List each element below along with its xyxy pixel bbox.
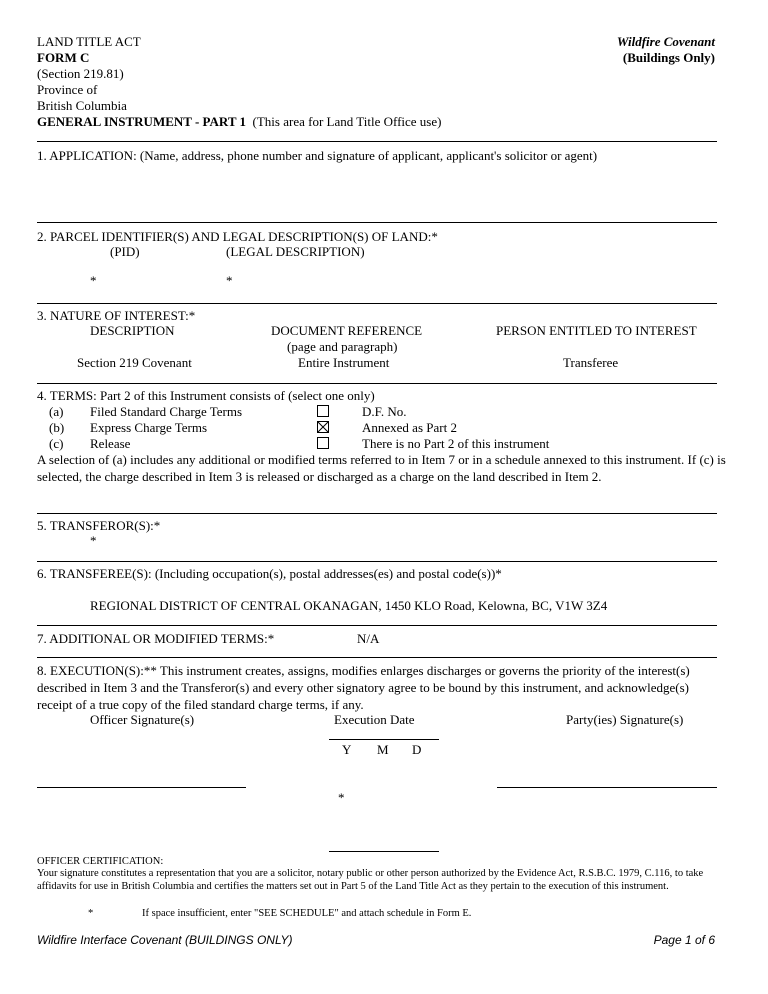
option-c-letter: (c) [49,436,64,451]
certification-text: Your signature constitutes a representation that you are a solicitor, notary public or other person authorized by the Evidence Act, R.S.B.C. 1979, C.116, to take affidavits for use in British Columbia and certifies the matters set out in Part 5 of the Land Title Act as they pertain to the execution of this instrument. [37,868,704,892]
date-line-2 [329,851,439,852]
office-use-note: (This area for Land Title Office use) [252,114,442,129]
checked-x-icon [318,422,328,432]
item5-transferor-label: 5. TRANSFEROR(S):* [37,518,161,533]
description-value: Section 219 Covenant [77,355,192,370]
item7-additional-terms-label: 7. ADDITIONAL OR MODIFIED TERMS:* [37,631,275,646]
date-month-label: M [377,742,389,757]
province-label: Province of [37,82,98,97]
item3-nature-label: 3. NATURE OF INTEREST:* [37,308,196,323]
option-a-checkbox[interactable] [317,405,329,417]
officer-signature-line[interactable] [37,787,246,788]
item4-terms-label: 4. TERMS: Part 2 of this Instrument consists of (select one only) [37,388,375,403]
item1-application-label: 1. APPLICATION: (Name, address, phone number and signature of applicant, applicant's solicitor or agent) [37,148,598,163]
document-reference-value: Entire Instrument [298,355,390,370]
option-a-letter: (a) [49,404,64,419]
item6-transferee-label: 6. TRANSFEREE(S): (Including occupation(s), postal addresses(es) and postal code(s))* [37,566,502,581]
document-reference-subheader: (page and paragraph) [287,339,398,354]
instrument-title-line [37,114,441,129]
section-ref: (Section 219.81) [37,66,124,81]
execution-date-label: Execution Date [334,712,415,727]
date-day-label: D [412,742,422,757]
officer-signature-label: Officer Signature(s) [90,712,195,727]
divider [37,303,717,304]
instrument-title: GENERAL INSTRUMENT - PART 1 [37,114,247,129]
footnote-text: If space insufficient, enter "SEE SCHEDULE" and attach schedule in Form E. [142,908,472,919]
page-number: Page 1 of 6 [653,933,715,947]
covenant-title: Wildfire Covenant [616,34,715,49]
footnote-mark: * [88,908,94,919]
footer-title: Wildfire Interface Covenant (BUILDINGS ONLY) [37,933,293,947]
transferor-value: * [90,533,97,548]
divider [37,222,717,223]
person-entitled-header: PERSON ENTITLED TO INTEREST [496,323,697,338]
description-header: DESCRIPTION [90,323,175,338]
option-b-note: Annexed as Part 2 [362,420,457,435]
pid-value: * [90,273,97,288]
option-b-checkbox[interactable] [317,421,329,433]
divider [37,513,717,514]
act-title: LAND TITLE ACT [37,34,141,49]
divider [37,141,717,142]
option-c-label: Release [90,436,131,451]
divider [37,383,717,384]
item8-execution-text: 8. EXECUTION(S):** This instrument creates, assigns, modifies enlarges discharges or governs the priority of the interest(s) described in Item 3 and the Transferor(s) and every other signatory agree to be bound by this instrument, and acknowledge(s) receipt of a true copy of the filed standard charge terms, if any. [37,663,690,712]
option-a-note: D.F. No. [362,404,407,419]
party-signature-line[interactable] [497,787,717,788]
divider [37,625,717,626]
legal-description-value: * [226,273,233,288]
pid-header: (PID) [110,244,140,259]
option-b-label: Express Charge Terms [90,420,208,435]
additional-terms-value: N/A [357,631,380,646]
option-a-label: Filed Standard Charge Terms [90,404,243,419]
option-b-letter: (b) [49,420,65,435]
date-year-label: Y [342,742,352,757]
covenant-subtitle: (Buildings Only) [622,50,715,65]
option-c-note: There is no Part 2 of this instrument [362,436,550,451]
legal-description-header: (LEGAL DESCRIPTION) [226,244,365,259]
transferee-value: REGIONAL DISTRICT OF CENTRAL OKANAGAN, 1450 KLO Road, Kelowna, BC, V1W 3Z4 [90,598,608,613]
form-label: FORM C [37,50,90,65]
terms-explanation: A selection of (a) includes any additional or modified terms referred to in Item 7 or in a schedule annexed to this instrument. If (c) is selected, the charge described in Item 3 is released or discharged as a charge on the land described in Item 2. [37,452,726,484]
execution-asterisk: * [338,790,345,805]
divider [37,561,717,562]
item2-parcel-label: 2. PARCEL IDENTIFIER(S) AND LEGAL DESCRIPTION(S) OF LAND:* [37,229,438,244]
province-name: British Columbia [37,98,127,113]
person-entitled-value: Transferee [563,355,619,370]
date-line [329,739,439,740]
certification-heading: OFFICER CERTIFICATION: [37,856,164,867]
divider [37,657,717,658]
party-signature-label: Party(ies) Signature(s) [566,712,684,727]
document-reference-header: DOCUMENT REFERENCE [271,323,423,338]
option-c-checkbox[interactable] [317,437,329,449]
